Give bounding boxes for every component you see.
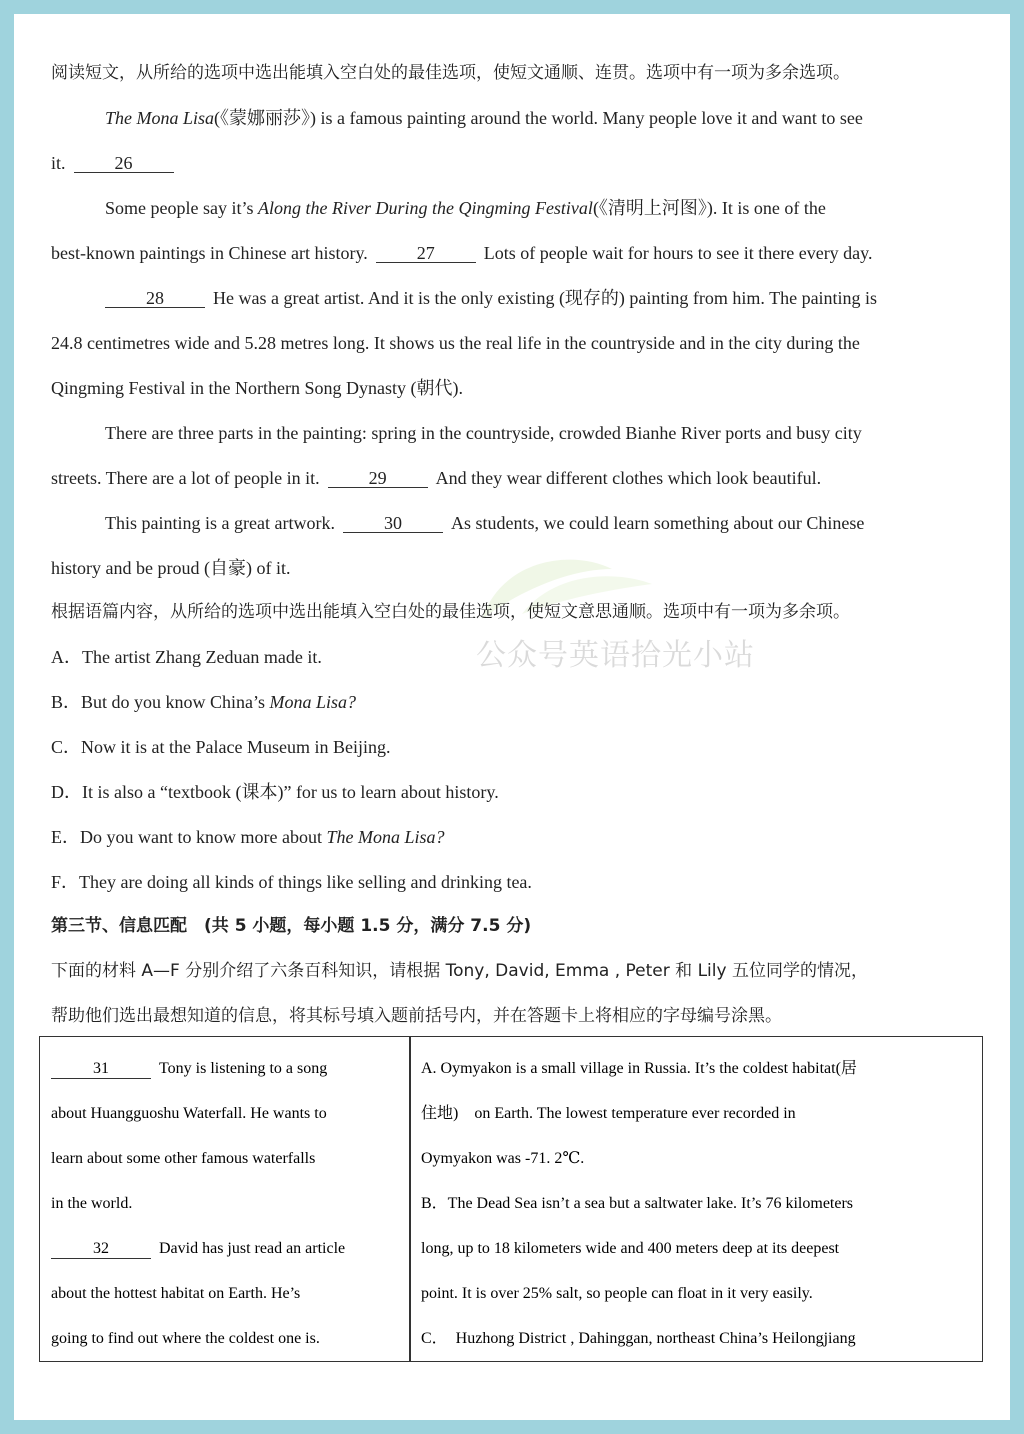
document-page xyxy=(14,14,1010,1420)
paragraph-4-line-2 xyxy=(51,466,987,490)
option-label: C． xyxy=(51,737,82,757)
paragraph-2-text-c: best-known paintings in Chinese art history. xyxy=(51,243,368,263)
question-31-text: Tony is listening to a song xyxy=(159,1060,328,1077)
blank-30[interactable]: 30 xyxy=(343,514,443,533)
option-c[interactable] xyxy=(51,735,987,759)
blank-26[interactable]: 26 xyxy=(74,154,174,173)
paragraph-1-line-2 xyxy=(51,151,987,175)
blank-28[interactable]: 28 xyxy=(105,289,205,308)
info-c-line-1: C． Huzhong District , Dahinggan, northeast China’s Heilongjiang xyxy=(421,1330,856,1347)
option-label: B． xyxy=(51,692,82,712)
option-text: They are doing all kinds of things like selling and drinking tea. xyxy=(79,872,532,892)
option-label: E． xyxy=(51,827,80,847)
question-32-line-3: going to find out where the coldest one is. xyxy=(51,1330,320,1347)
paragraph-3-line-3: Qingming Festival in the Northern Song Dynasty (朝代). xyxy=(51,378,463,398)
info-b-line-3: point. It is over 25% salt, so people can float in it very easily. xyxy=(421,1285,813,1302)
option-b[interactable] xyxy=(51,690,987,714)
option-e[interactable] xyxy=(51,825,987,849)
question-31-line-4: in the world. xyxy=(51,1195,133,1212)
question-32-line-2: about the hottest habitat on Earth. He’s xyxy=(51,1285,301,1302)
paragraph-1-end: it. xyxy=(51,153,66,173)
option-d[interactable] xyxy=(51,780,987,804)
paragraph-2-text-b: (《清明上河图》). It is one of the xyxy=(592,198,826,218)
blank-32[interactable]: 32 xyxy=(51,1240,151,1259)
option-label: D． xyxy=(51,782,82,802)
paragraph-1-text: (《蒙娜丽莎》) is a famous painting around the world. Many people love it and want to see xyxy=(214,108,863,128)
question-31-line-1 xyxy=(51,1057,327,1081)
question-32-line-1 xyxy=(51,1237,345,1261)
paragraph-2-line-2 xyxy=(51,241,987,265)
paragraph-4-text-c: And they wear different clothes which look beautiful. xyxy=(435,468,822,488)
option-label: A． xyxy=(51,647,82,667)
paragraph-4-text-b: streets. There are a lot of people in it. xyxy=(51,468,320,488)
question-31-line-2: about Huangguoshu Waterfall. He wants to xyxy=(51,1105,327,1122)
paragraph-4-line-1: There are three parts in the painting: spring in the countryside, crowded Bianhe River ports and busy city xyxy=(105,423,862,443)
qingming-title: Along the River During the Qingming Festival xyxy=(257,198,593,218)
option-text: Do you want to know more about xyxy=(80,827,327,847)
option-text: Now it is at the Palace Museum in Beijing. xyxy=(81,737,391,757)
option-label: F． xyxy=(51,872,80,892)
info-a-line-2: 住地) on Earth. The lowest temperature ever recorded in xyxy=(421,1105,796,1122)
paragraph-1-line-1 xyxy=(51,106,1024,130)
paragraph-5-line-2: history and be proud (自豪) of it. xyxy=(51,558,291,578)
option-f[interactable] xyxy=(51,870,987,894)
watermark-text: 公众号英语拾光小站 xyxy=(476,638,755,673)
paragraph-5-line-1 xyxy=(51,511,1024,535)
option-italic: Mona Lisa? xyxy=(269,692,357,712)
matching-table xyxy=(39,1036,983,1362)
blank-27[interactable]: 27 xyxy=(376,244,476,263)
info-b-line-2: long, up to 18 kilometers wide and 400 meters deep at its deepest xyxy=(421,1240,840,1257)
question-31-line-3: learn about some other famous waterfalls xyxy=(51,1150,316,1167)
blank-31[interactable]: 31 xyxy=(51,1060,151,1079)
paragraph-3-line-2: 24.8 centimetres wide and 5.28 metres long. It shows us the real life in the countryside and in the city during the xyxy=(51,333,860,353)
option-text: But do you know China’s xyxy=(81,692,270,712)
section-3-intro-2: 帮助他们选出最想知道的信息，将其标号填入题前括号内，并在答题卡上将相应的字母编号涂黑。 xyxy=(51,1006,782,1026)
paragraph-5-text-b: As students, we could learn something about our Chinese xyxy=(450,513,865,533)
info-b-line-1: B．The Dead Sea isn’t a sea but a saltwater lake. It’s 76 kilometers xyxy=(421,1195,854,1212)
info-a-line-3: Oymyakon was -71. 2℃. xyxy=(421,1150,585,1167)
option-text: It is also a “textbook (课本)” for us to learn about history. xyxy=(82,782,499,802)
instruction-2: 根据语篇内容，从所给的选项中选出能填入空白处的最佳选项，使短文意思通顺。选项中有一项为多余项。 xyxy=(51,602,850,622)
paragraph-2-line-1 xyxy=(51,196,1024,220)
section-3-heading: 第三节、信息匹配 (共 5 小题，每小题 1.5 分，满分 7.5 分) xyxy=(51,916,532,936)
table-divider xyxy=(409,1037,411,1361)
section-3-intro-1: 下面的材料 A—F 分别介绍了六条百科知识，请根据 Tony, David, Emma , Peter 和 Lily 五位同学的情况， xyxy=(51,961,868,981)
mona-lisa-title: The Mona Lisa xyxy=(105,108,215,128)
paragraph-3-line-1 xyxy=(51,286,1024,310)
option-italic: The Mona Lisa? xyxy=(326,827,445,847)
paragraph-2-text-a: Some people say it’s xyxy=(105,198,254,218)
paragraph-3-text-a: He was a great artist. And it is the only existing (现存的) painting from him. The painting is xyxy=(213,288,878,308)
paragraph-2-text-d: Lots of people wait for hours to see it there every day. xyxy=(483,243,873,263)
option-text: The artist Zhang Zeduan made it. xyxy=(82,647,322,667)
question-32-text: David has just read an article xyxy=(159,1240,346,1257)
instruction-1: 阅读短文，从所给的选项中选出能填入空白处的最佳选项，使短文通顺、连贯。选项中有一项为多余选项。 xyxy=(51,63,850,83)
info-a-line-1: A. Oymyakon is a small village in Russia. It’s the coldest habitat(居 xyxy=(421,1060,857,1077)
paragraph-5-text-a: This painting is a great artwork. xyxy=(105,513,335,533)
blank-29[interactable]: 29 xyxy=(328,469,428,488)
